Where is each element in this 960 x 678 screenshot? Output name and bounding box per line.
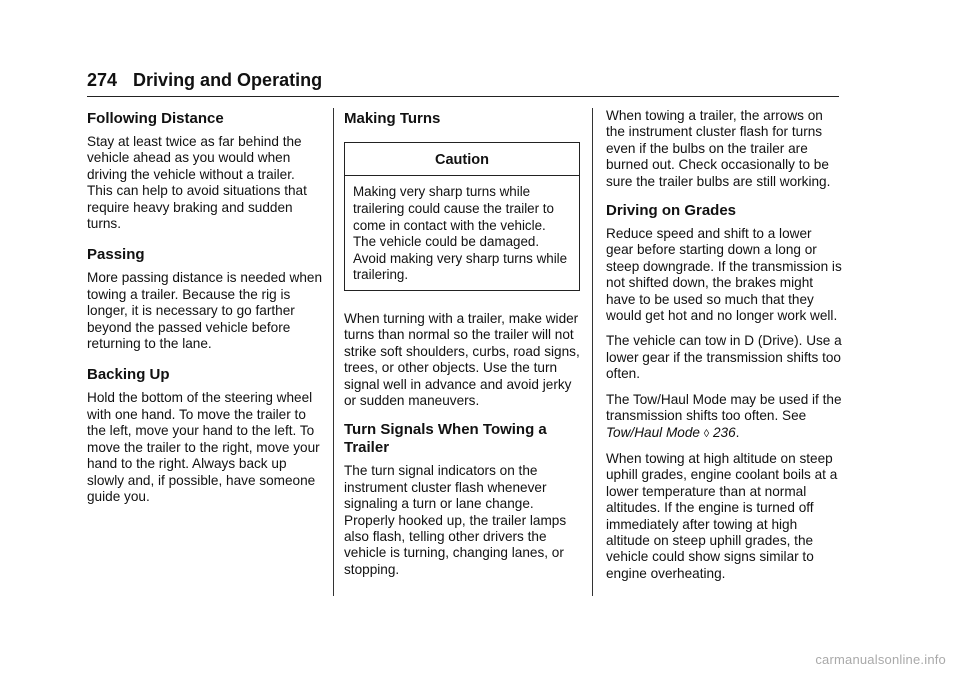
caution-box xyxy=(344,142,580,291)
paragraph-tow-haul-mode xyxy=(606,392,842,442)
tow-haul-end: . xyxy=(735,424,740,440)
watermark: carmanualsonline.info xyxy=(815,652,946,667)
page-number: 274 xyxy=(87,70,118,90)
heading-backing-up: Backing Up xyxy=(87,366,170,384)
tow-haul-mode-link[interactable]: Tow/Haul Mode xyxy=(606,424,700,440)
column-1 xyxy=(87,108,323,514)
heading-making-turns: Making Turns xyxy=(344,110,441,127)
caution-title: Caution xyxy=(345,143,579,176)
page-ref-icon: ◊ xyxy=(703,427,710,440)
tow-haul-page-link[interactable]: 236 xyxy=(712,424,736,440)
heading-following-distance: Following Distance xyxy=(87,110,224,127)
heading-turn-signals: Turn Signals When Towing a Trailer xyxy=(344,421,547,457)
paragraph-backing-up: Hold the bottom of the steering wheel with one hand. To move the trailer to the left, move your hand to the left. To move the trailer to the right, move your hand to the right. Always back up slowly and, if possible, have someone guide you. xyxy=(87,390,320,504)
paragraph-following-distance: Stay at least twice as far behind the vehicle ahead as you would when driving the vehicle without a trailer. This can help to avoid situations that require heavy braking and sudden turns. xyxy=(87,134,307,232)
column-divider-1 xyxy=(333,108,334,596)
paragraph-reduce-speed: Reduce speed and shift to a lower gear before starting down a long or steep downgrade. If the transmission is not shifted down, the brakes might have to be used so much that they would get hot and no longer work well. xyxy=(606,226,842,324)
column-2 xyxy=(344,108,580,587)
paragraph-turn-signals: The turn signal indicators on the instrument cluster flash whenever signaling a turn or lane change. Properly hooked up, the trailer lamps also flash, telling other drivers the vehicle is turning, changing lanes, or stopping. xyxy=(344,463,567,577)
paragraph-passing: More passing distance is needed when towing a trailer. Because the rig is longer, it is necessary to go farther beyond the passed vehicle before returning to the lane. xyxy=(87,270,323,352)
heading-driving-on-grades: Driving on Grades xyxy=(606,202,737,220)
heading-passing: Passing xyxy=(87,246,145,264)
header-divider xyxy=(87,96,839,97)
caution-text: Making very sharp turns while trailering could cause the trailer to come in contact with the vehicle. The vehicle could be damaged. Avoid making very sharp turns while trailering. xyxy=(353,184,568,283)
paragraph-high-altitude: When towing at high altitude on steep uphill grades, engine coolant boils at a lower temperature than at normal altitudes. If the engine is turned off immediately after towing at high altitude on steep uphill grades, the vehicle could show signs similar to engine overheating. xyxy=(606,450,838,581)
column-3 xyxy=(606,108,842,591)
section-title: Driving and Operating xyxy=(133,70,323,90)
paragraph-tow-in-drive: The vehicle can tow in D (Drive). Use a lower gear if the transmission shifts too often. xyxy=(606,333,842,382)
paragraph-trailer-arrows: When towing a trailer, the arrows on the instrument cluster flash for turns even if the bulbs on the trailer are burned out. Check occasionally to be sure the trailer bulbs are still working. xyxy=(606,108,831,189)
paragraph-making-turns: When turning with a trailer, make wider turns than normal so the trailer will not strike soft shoulders, curbs, road signs, trees, or other objects. Use the turn signal well in advance and avoid jerky or sudden maneuvers. xyxy=(344,310,580,408)
page-header xyxy=(87,70,839,91)
tow-haul-lead: The Tow/Haul Mode may be used if the transmission shifts too often. See xyxy=(606,391,842,424)
column-divider-2 xyxy=(592,108,593,596)
